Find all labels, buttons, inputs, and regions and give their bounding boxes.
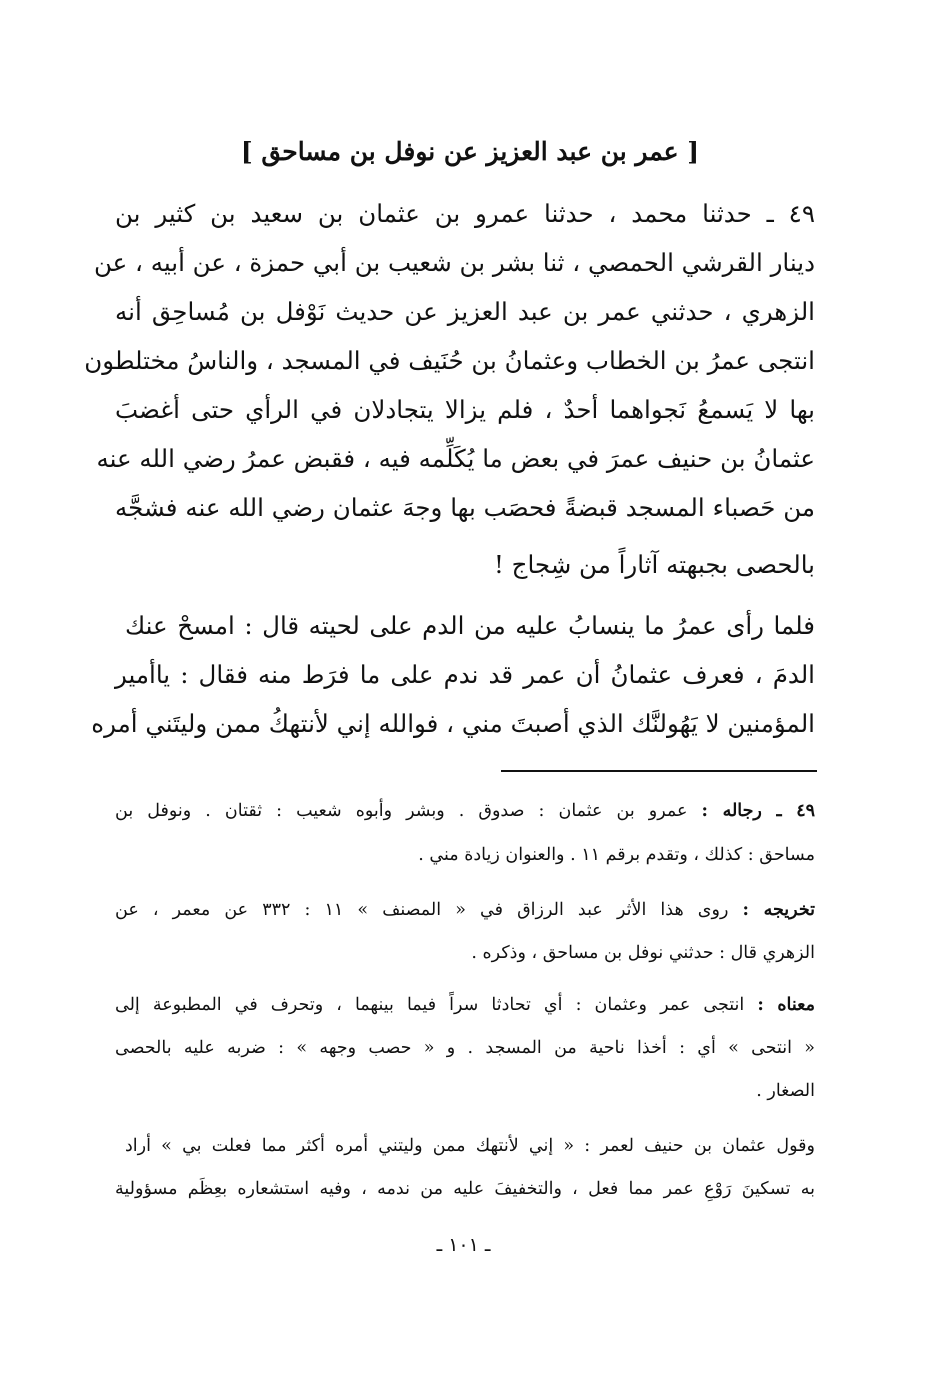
footnote-takhrij-text: روى هذا الأثر عبد الرزاق في « المصنف » ١١ : ٣٣٢ عن معمر ، عن bbox=[115, 900, 729, 920]
main-text-line: من حَصباء المسجد قبضةً فحصَب بها وجهَ عثمان رضي الله عنه فشجَّه bbox=[115, 493, 815, 522]
main-text-line: المؤمنين لا يَهُولنَّك الذي أصبتَ مني ، فوالله إني لأنتهكُ ممن وليتَني أمره bbox=[91, 709, 815, 738]
main-text-line: عثمانُ بن حنيف عمرَ في بعض ما يُكَلِّمه فيه ، فقبض عمرُ رضي الله عنه bbox=[96, 444, 815, 473]
footnote-maana-line bbox=[115, 990, 815, 1020]
main-text-line: بالحصى بجبهته آثاراً من شِجاج ! bbox=[494, 550, 815, 579]
footnote-takhrij-label: تخريجه : bbox=[742, 900, 815, 920]
footnote-qawl-line: وقول عثمان بن حنيف لعمر : « إني لأنتهك ممن وليتني أمره أكثر مما فعلت بي » أراد bbox=[125, 1136, 815, 1156]
footnote-maana-text: انتجى عمر وعثمان : أي تحادثا سراً فيما بينهما ، وتحرف في المطبوعة إلى bbox=[115, 995, 745, 1015]
main-text-line: انتجى عمرُ بن الخطاب وعثمانُ بن حُنَيف في المسجد ، والناسُ مختلطون bbox=[84, 346, 815, 375]
footnote-qawl-line: به تسكينَ رَوْعِ عمر مما فعل ، والتخفيفَ عليه من ندمه ، وفيه استشعاره بعِظَم مسؤولية bbox=[115, 1179, 815, 1199]
section-heading: [ عمر بن عبد العزيز عن نوفل بن مساحق ] bbox=[240, 137, 700, 166]
main-text-line: بها لا يَسمعُ نَجواهما أحدٌ ، فلم يزالا يتجادلان في الرأي حتى أغضبَ bbox=[115, 395, 815, 424]
footnote-takhrij-line bbox=[115, 895, 815, 925]
footnote-maana-line: الصغار . bbox=[756, 1081, 815, 1101]
footnote-rijal-text: عمرو بن عثمان : صدوق . وبشر وأبوه شعيب : ثقتان . ونوفل بن bbox=[115, 801, 688, 821]
footnote-rijal-label: ٤٩ ـ رجاله : bbox=[701, 801, 815, 821]
footnote-takhrij-line: الزهري قال : حدثني نوفل بن مساحق ، وذكره . bbox=[471, 943, 815, 963]
footnote-rijal-line: مساحق : كذلك ، وتقدم برقم ١١ . والعنوان زيادة مني . bbox=[418, 845, 815, 865]
footnote-maana-label: معناه : bbox=[757, 995, 815, 1015]
main-text-line: دينار القرشي الحمصي ، ثنا بشر بن شعيب بن أبي حمزة ، عن أبيه ، عن bbox=[93, 248, 815, 277]
main-text-line: ٤٩ ـ حدثنا محمد ، حدثنا عمرو بن عثمان بن سعيد بن كثير بن bbox=[115, 199, 815, 228]
main-text-line: الدمَ ، فعرف عثمانُ أن عمر قد ندم على ما فرَط منه فقال : ياأمير bbox=[115, 660, 815, 689]
footnote-maana-line: « انتحى » أي : أخذا ناحية من المسجد . و « حصب وجهه » : ضربه عليه بالحصى bbox=[115, 1038, 815, 1058]
footnote-rijal-line bbox=[115, 796, 815, 826]
main-text-line: الزهري ، حدثني عمر بن عبد العزيز عن حديث نَوْفل بن مُساحِق أنه bbox=[115, 297, 815, 326]
page-number: ـ ١٠١ ـ bbox=[436, 1234, 491, 1256]
main-text-line: فلما رأى عمرُ ما ينسابُ عليه من الدم على لحيته قال : امسحْ عنك bbox=[125, 611, 815, 640]
footnote-divider bbox=[501, 770, 817, 772]
